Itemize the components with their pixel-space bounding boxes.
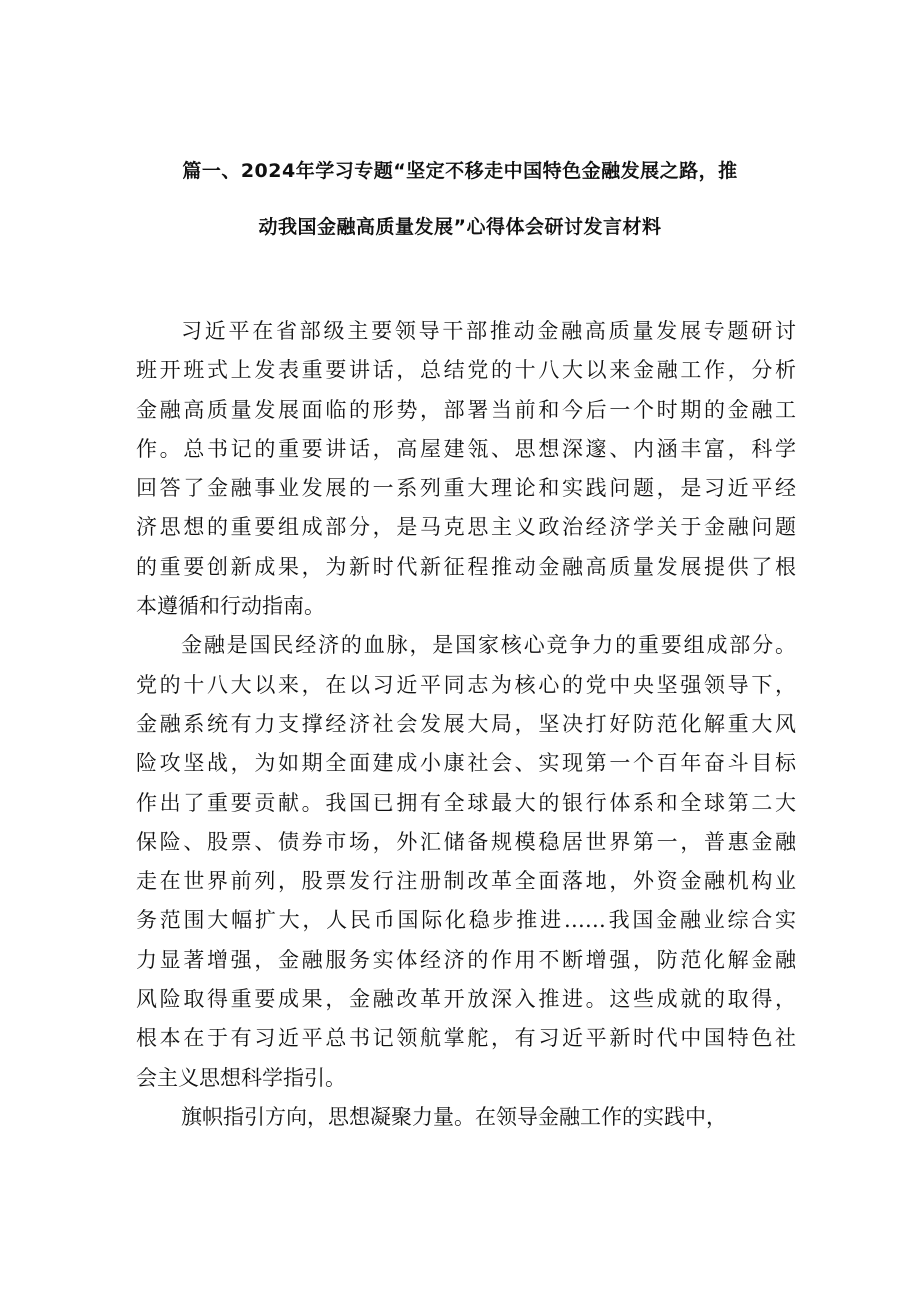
- paragraph-1-line: 习近平在省部级主要领导干部推动金融高质量发展专题研讨: [181, 319, 796, 343]
- document-title-line-1: 篇一、2024年学习专题“坚定不移走中国特色金融发展之路，推: [182, 160, 738, 182]
- paragraph-1-line: 金融高质量发展面临的形势，部署当前和今后一个时期的金融工: [136, 397, 796, 422]
- paragraph-2-line: 风险取得重要成果，金融改革开放深入推进。这些成就的取得，: [136, 987, 796, 1012]
- paragraph-2-line: 根本在于有习近平总书记领航掌舵，有习近平新时代中国特色社: [136, 1026, 796, 1051]
- paragraph-2-line: 力显著增强，金融服务实体经济的作用不断增强，防范化解金融: [136, 947, 796, 972]
- paragraph-2-line: 险攻坚战，为如期全面建成小康社会、实现第一个百年奋斗目标: [136, 751, 796, 776]
- paragraph-3-line: 旗帜指引方向，思想凝聚力量。在领导金融工作的实践中，: [181, 1104, 727, 1129]
- paragraph-2-line: 会主义思想科学指引。: [136, 1065, 346, 1090]
- paragraph-1-line: 班开班式上发表重要讲话，总结党的十八大以来金融工作，分析: [136, 358, 796, 383]
- paragraph-2-line: 金融是国民经济的血脉，是国家核心竞争力的重要组成部分。: [181, 633, 796, 658]
- paragraph-2-line: 保险、股票、债券市场，外汇储备规模稳居世界第一，普惠金融: [136, 829, 796, 854]
- document-title-line-2: 动我国金融高质量发展”心得体会研讨发言材料: [258, 216, 662, 238]
- document-body: [136, 312, 796, 1137]
- paragraph-1-line: 本遵循和行动指南。: [136, 594, 325, 619]
- paragraph-1-line: 的重要创新成果，为新时代新征程推动金融高质量发展提供了根: [136, 554, 796, 579]
- paragraph-2-line: 务范围大幅扩大，人民币国际化稳步推进……我国金融业综合实: [136, 908, 796, 933]
- paragraph-2-line: 走在世界前列，股票发行注册制改革全面落地，外资金融机构业: [136, 869, 796, 894]
- paragraph-1-line: 回答了金融事业发展的一系列重大理论和实践问题，是习近平经: [136, 476, 796, 501]
- paragraph-2-line: 作出了重要贡献。我国已拥有全球最大的银行体系和全球第二大: [136, 790, 796, 815]
- paragraph-2-line: 金融系统有力支撑经济社会发展大局，坚决打好防范化解重大风: [136, 711, 796, 736]
- paragraph-1-line: 作。总书记的重要讲话，高屋建瓴、思想深邃、内涵丰富，科学: [136, 436, 796, 461]
- paragraph-2-line: 党的十八大以来，在以习近平同志为核心的党中央坚强领导下，: [136, 672, 796, 697]
- paragraph-1-line: 济思想的重要组成部分，是马克思主义政治经济学关于金融问题: [136, 515, 796, 540]
